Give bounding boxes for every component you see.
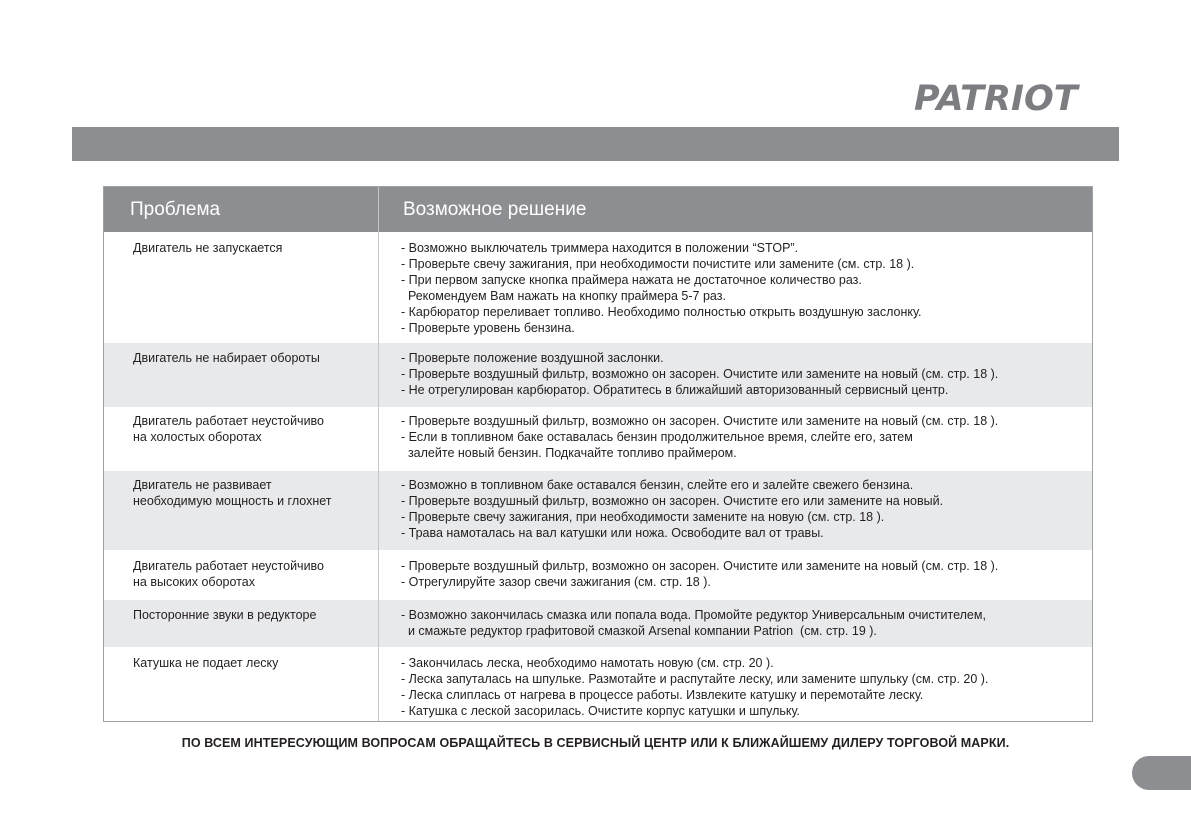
solution-line: и смажьте редуктор графитовой смазкой Arsenal компании Patrion (см. стр. 19 ). [401,624,877,638]
service-center-note: ПО ВСЕМ ИНТЕРЕСУЮЩИМ ВОПРОСАМ ОБРАЩАЙТЕСЬ В СЕРВИСНЫЙ ЦЕНТР ИЛИ К БЛИЖАЙШЕМУ ДИЛЕРУ ТОРГОВОЙ МАРКИ. [181,736,1010,750]
solution-line: - При первом запуске кнопка праймера нажата не достаточное количество раз. [401,273,862,287]
patriot-logo [912,76,1122,120]
solution-line: - Проверьте свечу зажигания, при необходимости замените на новую (см. стр. 18 ). [401,510,885,524]
solution-line: - Катушка с леской засорилась. Очистите корпус катушки и шпульку. [401,704,800,718]
problem-line: Посторонние звуки в редукторе [133,608,317,622]
solution-line: - Проверьте свечу зажигания, при необходимости почистите или замените (см. стр. 18 ). [401,257,915,271]
table-row [104,600,1092,647]
table-row [104,232,1092,343]
problem-cell [104,407,379,471]
table-row [104,647,1092,721]
solution-line: - Проверьте воздушный фильтр, возможно он засорен. Очистите его или замените на новый. [401,494,944,508]
solution-line: - Карбюратор переливает топливо. Необходимо полностью открыть воздушную заслонку. [401,305,922,319]
page-number-tab [1132,756,1191,790]
problem-cell [104,600,379,647]
solution-cell [379,232,1092,343]
table-row [104,471,1092,550]
problem-line: Двигатель работает неустойчиво [133,414,325,428]
solution-line: - Проверьте воздушный фильтр, возможно он засорен. Очистите или замените на новый (см. стр. 18 ). [401,559,999,573]
solution-line: - Возможно выключатель триммера находится в положении “STOP”. [401,241,799,255]
solution-cell [379,600,1092,647]
problem-line: Двигатель работает неустойчиво [133,559,325,573]
problem-line: на холостых оборотах [133,430,262,444]
problem-line: Двигатель не развивает [133,478,272,492]
problem-cell [104,647,379,721]
solution-line: - Проверьте воздушный фильтр, возможно он засорен. Очистите или замените на новый (см. стр. 18 ). [401,367,999,381]
table-header [104,187,1092,232]
solution-line: - Проверьте уровень бензина. [401,321,575,335]
solution-cell [379,550,1092,600]
table-row [104,550,1092,600]
problem-line: Катушка не подает леску [133,656,279,670]
solution-line: - Трава намоталась на вал катушки или ножа. Освободите вал от травы. [401,526,824,540]
solution-line: - Не отрегулирован карбюратор. Обратитесь в ближайший авторизованный сервисный центр. [401,383,949,397]
solution-column-header: Возможное решение [403,198,587,220]
solution-cell [379,471,1092,550]
troubleshooting-table [103,186,1093,722]
solution-line: - Проверьте воздушный фильтр, возможно он засорен. Очистите или замените на новый (см. стр. 18 ). [401,414,999,428]
problem-cell [104,471,379,550]
solution-line: Рекомендуем Вам нажать на кнопку праймера 5-7 раз. [401,289,726,303]
solution-line: - Возможно в топливном баке оставался бензин, слейте его и залейте свежего бензина. [401,478,914,492]
table-row [104,407,1092,471]
problem-line: Двигатель не набирает обороты [133,351,320,365]
solution-line: - Отрегулируйте зазор свечи зажигания (см. стр. 18 ). [401,575,711,589]
solution-cell [379,343,1092,407]
solution-line: - Если в топливном баке оставалась бензин продолжительное время, слейте его, затем [401,430,913,444]
svg-text:PATRIOT: PATRIOT [914,79,1078,119]
solution-line: - Леска запуталась на шпульке. Размотайте и распутайте леску, или замените шпульку (см. стр. 20 ). [401,672,989,686]
problem-column-header: Проблема [104,187,379,232]
table-row [104,343,1092,407]
problem-line: необходимую мощность и глохнет [133,494,332,508]
solution-line: - Проверьте положение воздушной заслонки. [401,351,664,365]
solution-cell [379,407,1092,471]
problem-line: на высоких оборотах [133,575,255,589]
solution-line: залейте новый бензин. Подкачайте топливо праймером. [401,446,737,460]
solution-line: - Возможно закончилась смазка или попала вода. Промойте редуктор Универсальным очистителем, [401,608,986,622]
header-band [72,127,1119,161]
solution-line: - Леска слиплась от нагрева в процессе работы. Извлеките катушку и перемотайте леску. [401,688,924,702]
solution-cell [379,647,1092,721]
problem-cell [104,550,379,600]
problem-cell [104,232,379,343]
solution-line: - Закончилась леска, необходимо намотать новую (см. стр. 20 ). [401,656,774,670]
problem-line: Двигатель не запускается [133,241,283,255]
problem-cell [104,343,379,407]
